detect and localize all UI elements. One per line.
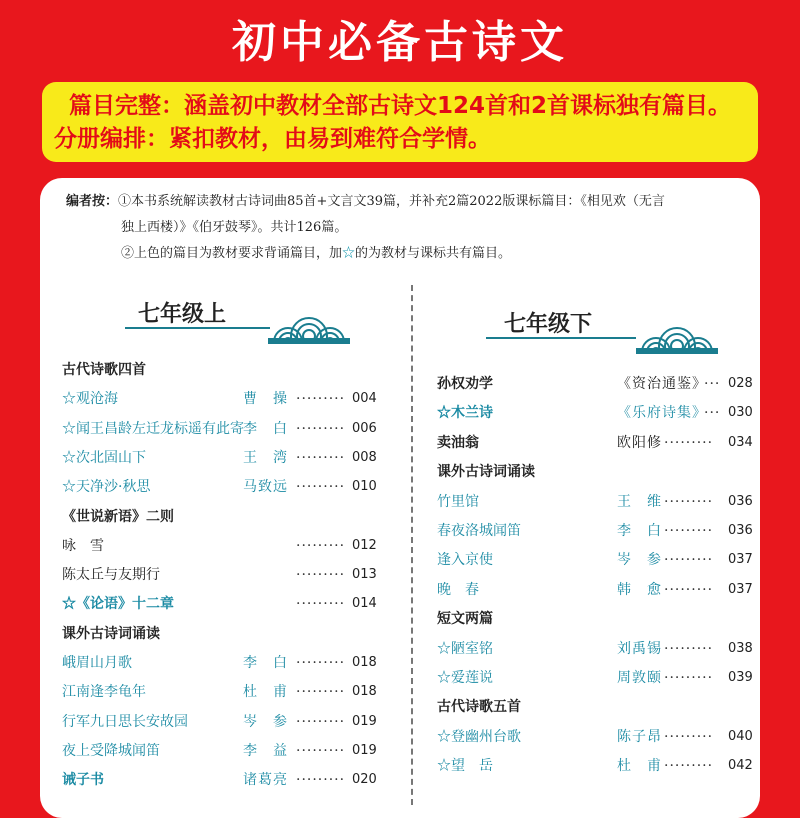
- toc-leader-dots: ·········: [296, 391, 346, 408]
- toc-entry-author: 岑 参: [617, 552, 662, 569]
- toc-entry-title: ☆次北固山下: [62, 449, 146, 466]
- toc-entry-author: 杜 甫: [243, 684, 288, 701]
- toc-entry-author: 马致远: [243, 479, 288, 496]
- toc-leader-dots: ·········: [296, 420, 346, 437]
- toc-leader-dots: ·········: [296, 449, 346, 466]
- page-title: 初中必备古诗文: [232, 17, 568, 68]
- toc-page-number: 040: [728, 728, 753, 744]
- toc-entry-title: 晚 春: [437, 581, 479, 598]
- toc-entry-author: 陈子昂: [617, 728, 662, 745]
- toc-entry-title: 竹里馆: [437, 493, 479, 510]
- toc-page-number: 018: [352, 684, 377, 700]
- star-icon: ☆: [342, 246, 356, 261]
- toc-entry-title: ☆望 岳: [437, 758, 493, 775]
- toc-entry-author: 李 益: [243, 742, 288, 759]
- toc-leader-dots: ·········: [296, 537, 346, 554]
- toc-entry-author: 欧阳修: [617, 434, 662, 451]
- toc-entry-author: 李 白: [243, 655, 288, 671]
- toc-page-number: 038: [728, 640, 753, 656]
- toc-entry-title: 夜上受降城闻笛: [62, 742, 160, 759]
- toc-leader-dots: ·········: [664, 670, 714, 686]
- toc-leader-dots: ···: [704, 376, 721, 392]
- toc-page-number: 034: [728, 434, 753, 450]
- toc-page-number: 037: [728, 552, 753, 568]
- toc-page-number: 013: [352, 567, 377, 583]
- toc-leader-dots: ·········: [664, 552, 714, 569]
- banner-line-arrangement: 分册编排：紧扣教材，由易到难符合学情。: [54, 126, 491, 152]
- column-divider: [411, 285, 413, 805]
- toc-entry-author: 诸葛亮: [243, 772, 288, 789]
- toc-leader-dots: ·········: [296, 596, 346, 613]
- toc-page-number: 018: [352, 655, 377, 670]
- feature-banner: [42, 82, 758, 162]
- toc-entry-author: 杜 甫: [617, 758, 662, 775]
- toc-entry-title: ☆观沧海: [62, 391, 118, 408]
- toc-page-number: 037: [728, 581, 753, 597]
- toc-page-number: 014: [352, 596, 377, 612]
- toc-entry-title: 孙权劝学: [437, 376, 493, 392]
- toc-leader-dots: ·········: [296, 479, 346, 496]
- editor-note-line1: [66, 194, 665, 210]
- toc-page-number: 012: [352, 537, 377, 553]
- toc-entry-title: 卖油翁: [437, 434, 479, 451]
- toc-leader-dots: ·········: [296, 567, 346, 584]
- toc-leader-dots: ·········: [664, 523, 714, 539]
- toc-entry-title: ☆木兰诗: [437, 405, 493, 422]
- toc-leader-dots: ·········: [296, 655, 346, 671]
- toc-entry-author: 王 湾: [243, 449, 288, 466]
- grade-underline-7a: [125, 327, 270, 329]
- toc-entry-title: 课外古诗词诵读: [437, 464, 535, 481]
- editor-note-text3: 的为教材与课标共有篇目。: [355, 246, 512, 261]
- toc-page-number: 036: [728, 523, 753, 538]
- toc-entry-title: 咏 雪: [62, 537, 104, 554]
- toc-entry-author: 周敦颐: [617, 670, 662, 686]
- toc-page-number: 028: [728, 376, 753, 391]
- toc-entry-title: 《世说新语》二则: [62, 508, 174, 525]
- toc-entry-author: 李 白: [617, 523, 662, 539]
- toc-entry-title: ☆登幽州台歌: [437, 728, 521, 745]
- toc-entry-author: 王 维: [617, 493, 662, 510]
- toc-page-number: 004: [352, 391, 377, 407]
- toc-page-number: 039: [728, 670, 753, 685]
- toc-leader-dots: ·········: [664, 640, 714, 657]
- toc-entry-title: 短文两篇: [437, 611, 493, 628]
- editor-note-line2: 独上西楼）》《伯牙鼓琴》。共计126篇。: [121, 220, 348, 235]
- editor-note-label: 编者按：: [66, 194, 119, 209]
- toc-entry-title: ☆《论语》十二章: [62, 596, 174, 613]
- toc-page-number: 008: [352, 449, 377, 465]
- toc-entry-title: 古代诗歌五首: [437, 699, 521, 716]
- grade-heading-7a: 七年级上: [138, 301, 227, 327]
- editor-note-text2: ②上色的篇目为教材要求背诵篇目，加: [121, 246, 343, 261]
- toc-leader-dots: ·········: [664, 434, 714, 451]
- toc-entry-author: 《乐府诗集》: [617, 405, 707, 422]
- wave-ornament-icon: [268, 312, 350, 344]
- toc-leader-dots: ···: [704, 405, 721, 422]
- toc-page-number: 020: [352, 772, 377, 788]
- toc-entry-title: ☆陋室铭: [437, 640, 493, 657]
- toc-entry-title: ☆闻王昌龄左迁龙标遥有此寄: [62, 420, 244, 437]
- toc-page-number: 006: [352, 420, 377, 436]
- wave-ornament-icon: [636, 322, 718, 354]
- toc-page-number: 019: [352, 713, 377, 729]
- toc-page-number: 042: [728, 758, 753, 774]
- toc-leader-dots: ·········: [296, 713, 346, 730]
- toc-leader-dots: ·········: [296, 742, 346, 759]
- toc-page-number: 019: [352, 742, 377, 758]
- toc-entry-title: 课外古诗词诵读: [62, 625, 160, 642]
- toc-entry-title: ☆天净沙·秋思: [62, 479, 151, 496]
- banner-line-completeness: 篇目完整：涵盖初中教材全部古诗文124首和2首课标独有篇目。: [68, 93, 731, 119]
- toc-entry-title: ☆爱莲说: [437, 670, 493, 686]
- toc-leader-dots: ·········: [664, 728, 714, 745]
- toc-entry-author: 刘禹锡: [617, 640, 662, 657]
- grade-underline-7b: [486, 337, 636, 339]
- toc-entry-title: 陈太丘与友期行: [62, 567, 160, 584]
- toc-entry-title: 江南逢李龟年: [62, 684, 146, 701]
- toc-entry-author: 曹 操: [243, 391, 288, 408]
- toc-leader-dots: ·········: [664, 758, 714, 775]
- toc-entry-title: 峨眉山月歌: [62, 655, 132, 671]
- editor-note-text1: ①本书系统解读教材古诗词曲85首+文言文39篇，并补充2篇2022版课标篇目：《相见欢（无言: [118, 194, 665, 209]
- toc-entry-title: 古代诗歌四首: [62, 362, 146, 378]
- toc-entry-title: 行军九日思长安故园: [62, 713, 188, 730]
- toc-entry-title: 逢入京使: [437, 552, 493, 569]
- toc-entry-author: 李 白: [243, 420, 288, 437]
- toc-entry-title: 春夜洛城闻笛: [437, 523, 521, 539]
- toc-leader-dots: ·········: [296, 772, 346, 789]
- toc-leader-dots: ·········: [664, 581, 714, 598]
- toc-entry-author: 岑 参: [243, 713, 288, 730]
- toc-entry-author: 韩 愈: [617, 581, 662, 598]
- toc-entry-author: 《资治通鉴》: [617, 376, 707, 392]
- grade-heading-7b: 七年级下: [504, 311, 593, 337]
- toc-page-number: 010: [352, 479, 377, 495]
- toc-page-number: 036: [728, 493, 753, 509]
- toc-leader-dots: ·········: [664, 493, 714, 510]
- toc-page-number: 030: [728, 405, 753, 421]
- toc-leader-dots: ·········: [296, 684, 346, 701]
- editor-note-line3: [121, 246, 511, 262]
- toc-entry-title: 诫子书: [62, 772, 104, 789]
